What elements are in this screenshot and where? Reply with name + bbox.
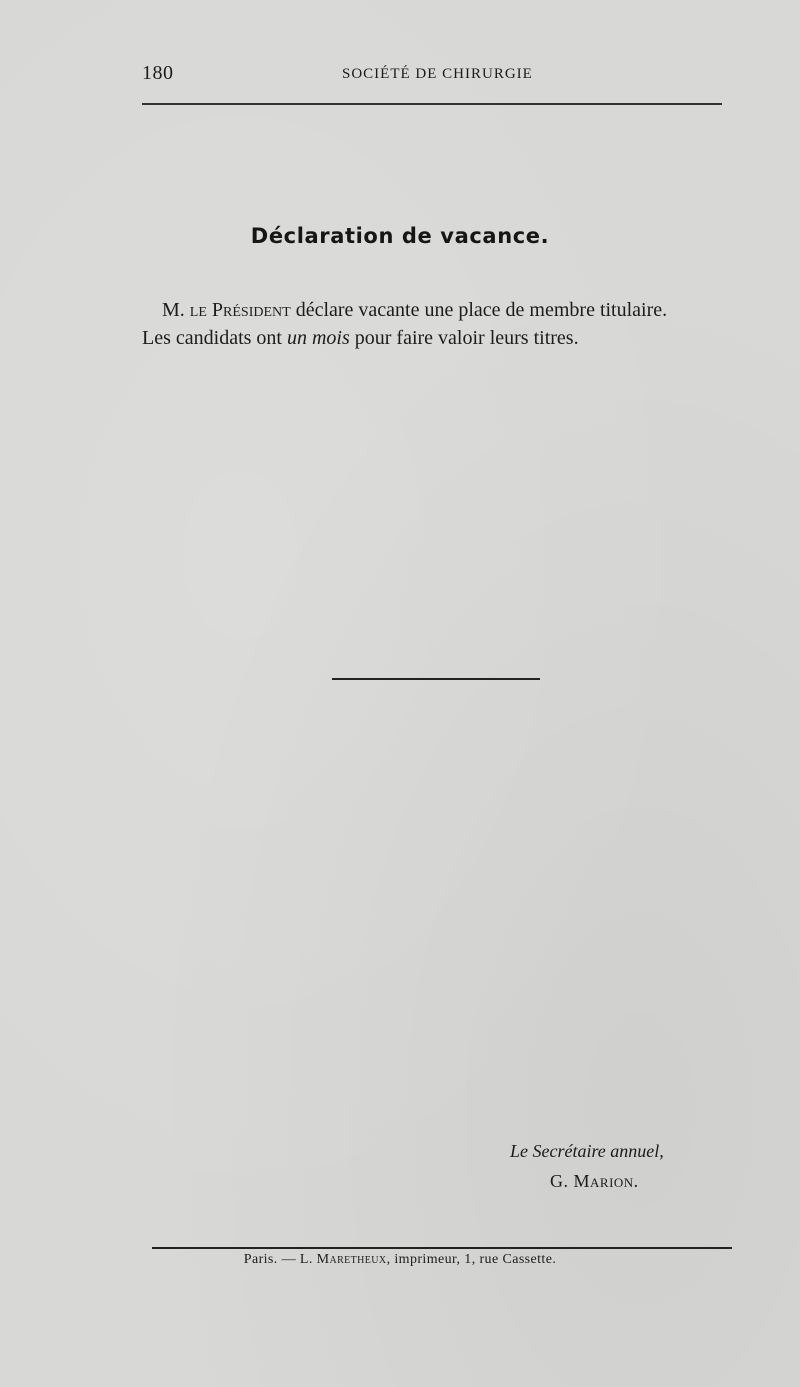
header-rule [142, 103, 722, 105]
body-line-2-end: pour faire valoir leurs titres. [349, 327, 579, 349]
body-line-2-start: Les candidats ont [142, 327, 287, 349]
body-line-2-italic: un mois [286, 327, 350, 349]
body-paragraph [142, 296, 732, 352]
footer-rule [152, 1247, 732, 1249]
page-number: 180 [142, 62, 174, 84]
signature-block [510, 1136, 664, 1196]
section-divider [332, 678, 540, 680]
body-line-1-rest: déclare vacante une place de membre titulaire. [290, 299, 668, 321]
section-title: Déclaration de vacance. [250, 224, 550, 248]
body-line-2 [142, 324, 732, 352]
printer-imprint [0, 1252, 800, 1268]
body-line-1-prefix: M. [162, 299, 190, 321]
running-head: SOCIÉTÉ DE CHIRURGIE [342, 66, 533, 82]
page-header [142, 62, 722, 90]
signature-role: Le Secrétaire annuel, [510, 1141, 664, 1161]
imprint-prefix: Paris. — L. [243, 1252, 317, 1267]
president-title: le Président [189, 299, 291, 321]
imprint-suffix: , imprimeur, 1, rue Cassette. [386, 1252, 557, 1267]
imprint-printer: Maretheux [316, 1252, 387, 1267]
signature-name: G. Marion. [550, 1171, 639, 1191]
body-line-1 [142, 296, 732, 324]
